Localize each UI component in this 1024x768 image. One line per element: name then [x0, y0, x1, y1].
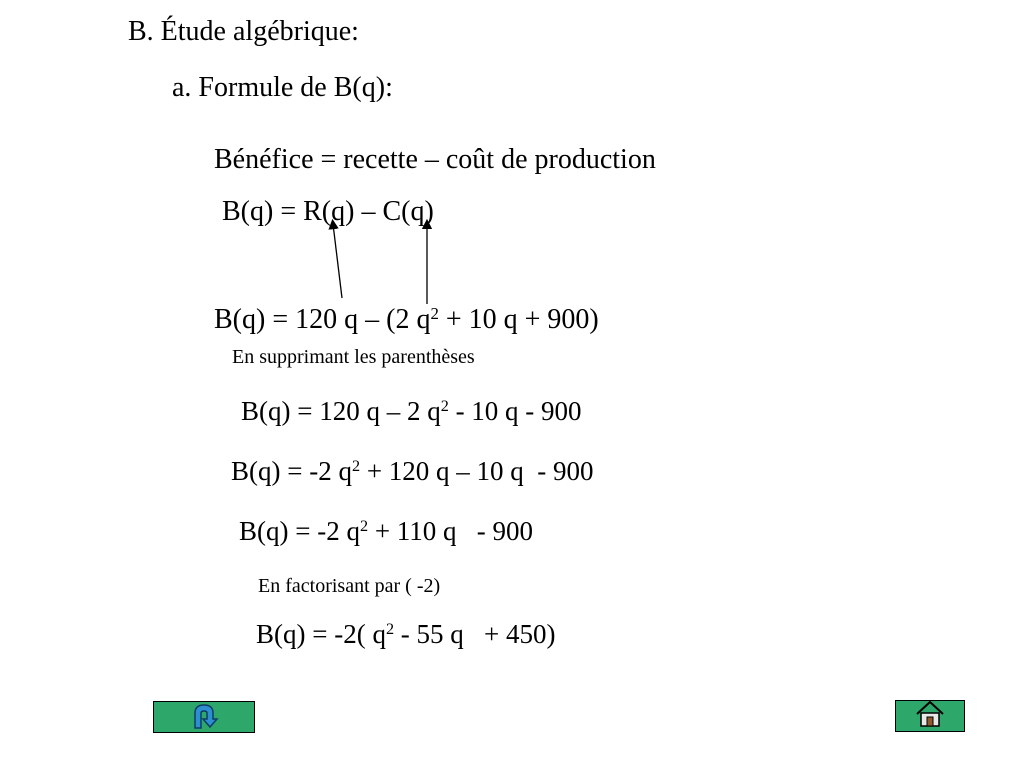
home-button[interactable] — [895, 700, 965, 732]
formula-step-3: B(q) = -2 $q^2 + 110$ q - 900 — [239, 516, 534, 546]
section-heading: B. Étude algébrique: — [128, 16, 359, 47]
note-remove-parentheses: En supprimant les parenthèses — [232, 346, 475, 368]
u-turn-arrow-icon — [187, 701, 221, 734]
formula-substituted: B(q) = 120 q – (2 $q^2 + 10$ q + 900) — [214, 303, 599, 335]
arrow-to-recette — [333, 224, 342, 298]
definition-text: Bénéfice = recette – coût de production — [214, 144, 656, 175]
subsection-heading: a. Formule de B(q): — [172, 72, 393, 103]
formula-step-1: B(q) = 120 q – 2 $q^2 - 10$ q - 900 — [241, 396, 582, 426]
house-icon — [915, 700, 945, 733]
formula-step-4: B(q) = -2( $q^2 - 55$ q + 450) — [256, 619, 556, 649]
formula-general: B(q) = R(q) – C(q) — [222, 196, 434, 227]
formula-step-2: B(q) = -2 $q^2 + 120$ q – 10 q - 900 — [231, 456, 594, 486]
note-factorize: En factorisant par ( -2) — [258, 575, 441, 597]
back-button[interactable] — [153, 701, 255, 733]
